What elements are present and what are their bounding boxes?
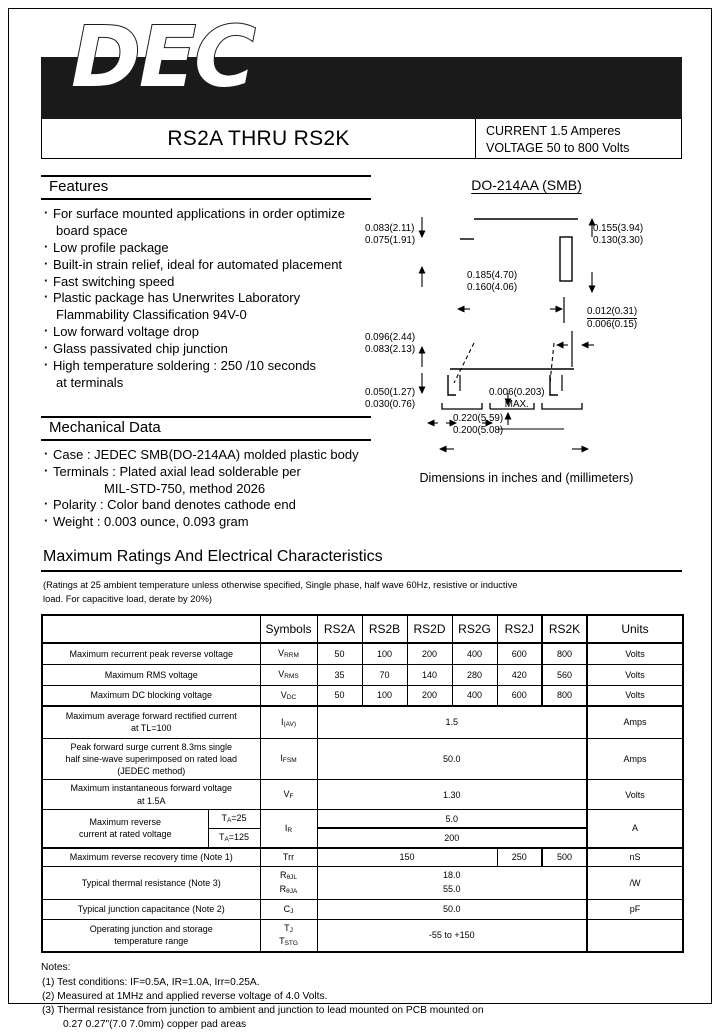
- notes-section: [41, 961, 682, 1032]
- row-symbol: TJ TSTG: [260, 919, 317, 952]
- cell-rs2j: 420: [497, 664, 542, 685]
- cell-rs2j: 600: [497, 685, 542, 706]
- mechanical-heading: Mechanical Data: [41, 416, 371, 441]
- cell-rs2a: 50: [317, 643, 362, 664]
- cell-rs2g: 280: [452, 664, 497, 685]
- note-item-2: (2) Measured at 1MHz and applied reverse voltage of 4.0 Volts.: [42, 991, 328, 1003]
- cell-rs2g: 400: [452, 643, 497, 664]
- row-symbol: VRMS: [260, 664, 317, 685]
- row-desc: Operating junction and storage temperature range: [42, 919, 260, 952]
- current-rating: CURRENT 1.5 Amperes: [486, 124, 621, 139]
- list-item: · Low forward voltage drop: [44, 324, 371, 341]
- page-content: [41, 8, 682, 1032]
- row-symbol: VF: [260, 780, 317, 810]
- cell-rs2j: 250: [497, 848, 542, 867]
- rating-summary: [475, 119, 681, 158]
- package-caption: Dimensions in inches and (millimeters): [419, 471, 634, 485]
- row-desc: Typical thermal resistance (Note 3): [42, 867, 260, 899]
- table-row: [42, 738, 683, 779]
- note-item-3: (3) Thermal resistance from junction to ambient and junction to lead mounted on PCB mounted on: [42, 1005, 484, 1017]
- dim-height: 0.083(2.11) 0.075(1.91): [365, 223, 416, 247]
- ratings-conditions-line2: load. For capacitive load, derate by 20%): [43, 593, 212, 604]
- table-row: [42, 867, 683, 899]
- features-and-package: [41, 175, 682, 531]
- table-row: [42, 919, 683, 952]
- cell-rs2k: 560: [542, 664, 587, 685]
- list-item: · Low profile package: [44, 240, 371, 257]
- note-item-1: (1) Test conditions: IF=0.5A, IR=1.0A, Irr=0.25A.: [42, 977, 260, 989]
- row-desc: Maximum RMS voltage: [42, 664, 260, 685]
- cell-rs2d: 200: [407, 643, 452, 664]
- dim-lead-thickness: 0.012(0.31) 0.006(0.15): [587, 306, 638, 331]
- row-desc: Maximum reverse current at rated voltage: [42, 810, 208, 848]
- row-desc: Maximum average forward rectified current at TL=100: [42, 706, 260, 738]
- col-rs2a: RS2A: [317, 615, 362, 643]
- mechanical-list: [41, 447, 371, 531]
- cell-units: Volts: [587, 685, 683, 706]
- cell-units: Amps: [587, 706, 683, 738]
- table-row: [42, 848, 683, 867]
- dim-body-length: 0.185(4.70) 0.160(4.06): [467, 270, 518, 294]
- row-desc: Maximum instantaneous forward voltage at 1.5A: [42, 780, 260, 810]
- title-row: [41, 119, 682, 159]
- cell-units: [587, 919, 683, 952]
- cell-trr-span: 150: [317, 848, 497, 867]
- row-symbol: VDC: [260, 685, 317, 706]
- col-units: Units: [587, 615, 683, 643]
- features-heading: Features: [41, 175, 371, 200]
- ratings-conditions: [43, 579, 682, 606]
- voltage-rating: VOLTAGE 50 to 800 Volts: [486, 141, 630, 155]
- left-column: [41, 175, 371, 531]
- cell-rs2a: 50: [317, 685, 362, 706]
- cell-merged-value: 50.0: [317, 738, 587, 779]
- cell-rs2d: 140: [407, 664, 452, 685]
- cell-condition-2: TA=125: [208, 828, 260, 847]
- table-row: [42, 685, 683, 706]
- row-desc: Maximum reverse recovery time (Note 1): [42, 848, 260, 867]
- list-item: Flammability Classification 94V-0: [56, 307, 247, 323]
- list-item: · Glass passivated chip junction: [44, 341, 371, 358]
- package-title: DO-214AA (SMB): [471, 177, 582, 193]
- col-rs2d: RS2D: [407, 615, 452, 643]
- list-item: at terminals: [56, 374, 124, 390]
- list-item: · High temperature soldering : 250 /10 seconds: [44, 358, 371, 375]
- cell-merged-value: 1.5: [317, 706, 587, 738]
- cell-rs2b: 100: [362, 685, 407, 706]
- logo-band: [41, 8, 682, 119]
- cell-merged-value: 1.30: [317, 780, 587, 810]
- dim-foot-width: 0.050(1.27) 0.030(0.76): [365, 387, 416, 411]
- list-item: · Built-in strain relief, ideal for automated placement: [44, 257, 371, 274]
- cell-thermal-values: 18.0 55.0: [317, 867, 587, 899]
- cell-rs2a: 35: [317, 664, 362, 685]
- table-row: [42, 899, 683, 919]
- cell-rs2b: 100: [362, 643, 407, 664]
- list-item: board space: [56, 222, 128, 238]
- table-row: [42, 643, 683, 664]
- cell-merged-value: -55 to +150: [317, 919, 587, 952]
- ratings-table: [41, 614, 684, 953]
- page-title: RS2A THRU RS2K: [167, 126, 350, 150]
- row-symbol: RθJL RθJA: [260, 867, 317, 899]
- cell-rs2g: 400: [452, 685, 497, 706]
- cell-units: A: [587, 810, 683, 848]
- list-item: MIL-STD-750, method 2026: [104, 480, 266, 496]
- notes-title: Notes:: [41, 961, 71, 973]
- cell-units: Volts: [587, 664, 683, 685]
- cell-merged-value: 50.0: [317, 899, 587, 919]
- cell-rs2k: 800: [542, 685, 587, 706]
- list-item: · Polarity : Color band denotes cathode end: [44, 497, 371, 514]
- dim-width: 0.155(3.94) 0.130(3.30): [593, 223, 644, 247]
- mechanical-data-section: [41, 416, 371, 531]
- note-item-3-continued: 0.27 0.27"(7.0 7.0mm) copper pad areas: [63, 1019, 247, 1031]
- col-rs2b: RS2B: [362, 615, 407, 643]
- col-symbols: Symbols: [260, 615, 317, 643]
- cell-rs2k: 800: [542, 643, 587, 664]
- table-row: [42, 664, 683, 685]
- package-drawing-column: [365, 175, 682, 531]
- cell-rs2b: 70: [362, 664, 407, 685]
- list-item: · Case : JEDEC SMB(DO-214AA) molded plastic body: [44, 447, 371, 464]
- list-item: · Terminals : Plated axial lead solderable per: [44, 464, 371, 481]
- cell-value-25c: 5.0: [317, 810, 587, 829]
- table-header-row: [42, 615, 683, 643]
- row-symbol: CJ: [260, 899, 317, 919]
- datasheet-page: [8, 8, 712, 1031]
- cell-units: Volts: [587, 780, 683, 810]
- dim-standoff: 0.006(0.203) MAX.: [489, 387, 545, 411]
- col-rs2g: RS2G: [452, 615, 497, 643]
- list-item: · For surface mounted applications in order optimize: [44, 206, 371, 223]
- list-item: · Fast switching speed: [44, 274, 371, 291]
- cell-units: nS: [587, 848, 683, 867]
- ratings-conditions-line1: (Ratings at 25 ambient temperature unless otherwise specified, Single phase, half wave 60Hz, resistive or inductive: [43, 580, 518, 591]
- cell-units: Volts: [587, 643, 683, 664]
- row-symbol: Trr: [260, 848, 317, 867]
- row-symbol: I(AV): [260, 706, 317, 738]
- cell-units: Amps: [587, 738, 683, 779]
- col-rs2k: RS2K: [542, 615, 587, 643]
- features-list: [41, 206, 371, 392]
- row-symbol: IFSM: [260, 738, 317, 779]
- cell-condition-1: TA=25: [208, 810, 260, 829]
- ratings-heading: Maximum Ratings And Electrical Characteristics: [41, 547, 682, 572]
- col-description: [42, 615, 260, 643]
- cell-rs2k: 500: [542, 848, 587, 867]
- list-item: · Weight : 0.003 ounce, 0.093 gram: [44, 514, 371, 531]
- table-row: [42, 706, 683, 738]
- row-desc: Maximum recurrent peak reverse voltage: [42, 643, 260, 664]
- cell-rs2d: 200: [407, 685, 452, 706]
- dim-overall-length: 0.220(5.59) 0.200(5.08): [453, 413, 504, 437]
- brand-logo: DEC: [71, 8, 254, 106]
- row-symbol: VRRM: [260, 643, 317, 664]
- list-item: · Plastic package has Unerwrites Laboratory: [44, 290, 371, 307]
- col-rs2j: RS2J: [497, 615, 542, 643]
- cell-units: /W: [587, 867, 683, 899]
- table-row: [42, 780, 683, 810]
- row-desc: Maximum DC blocking voltage: [42, 685, 260, 706]
- dim-body-height: 0.096(2.44) 0.083(2.13): [365, 332, 416, 356]
- cell-rs2j: 600: [497, 643, 542, 664]
- table-row: [42, 810, 683, 829]
- cell-units: pF: [587, 899, 683, 919]
- row-symbol: IR: [260, 810, 317, 848]
- row-desc: Peak forward surge current 8.3ms single half sine-wave superimposed on rated load (JEDEC method): [42, 738, 260, 779]
- row-desc: Typical junction capacitance (Note 2): [42, 899, 260, 919]
- cell-value-125c: 200: [317, 828, 587, 847]
